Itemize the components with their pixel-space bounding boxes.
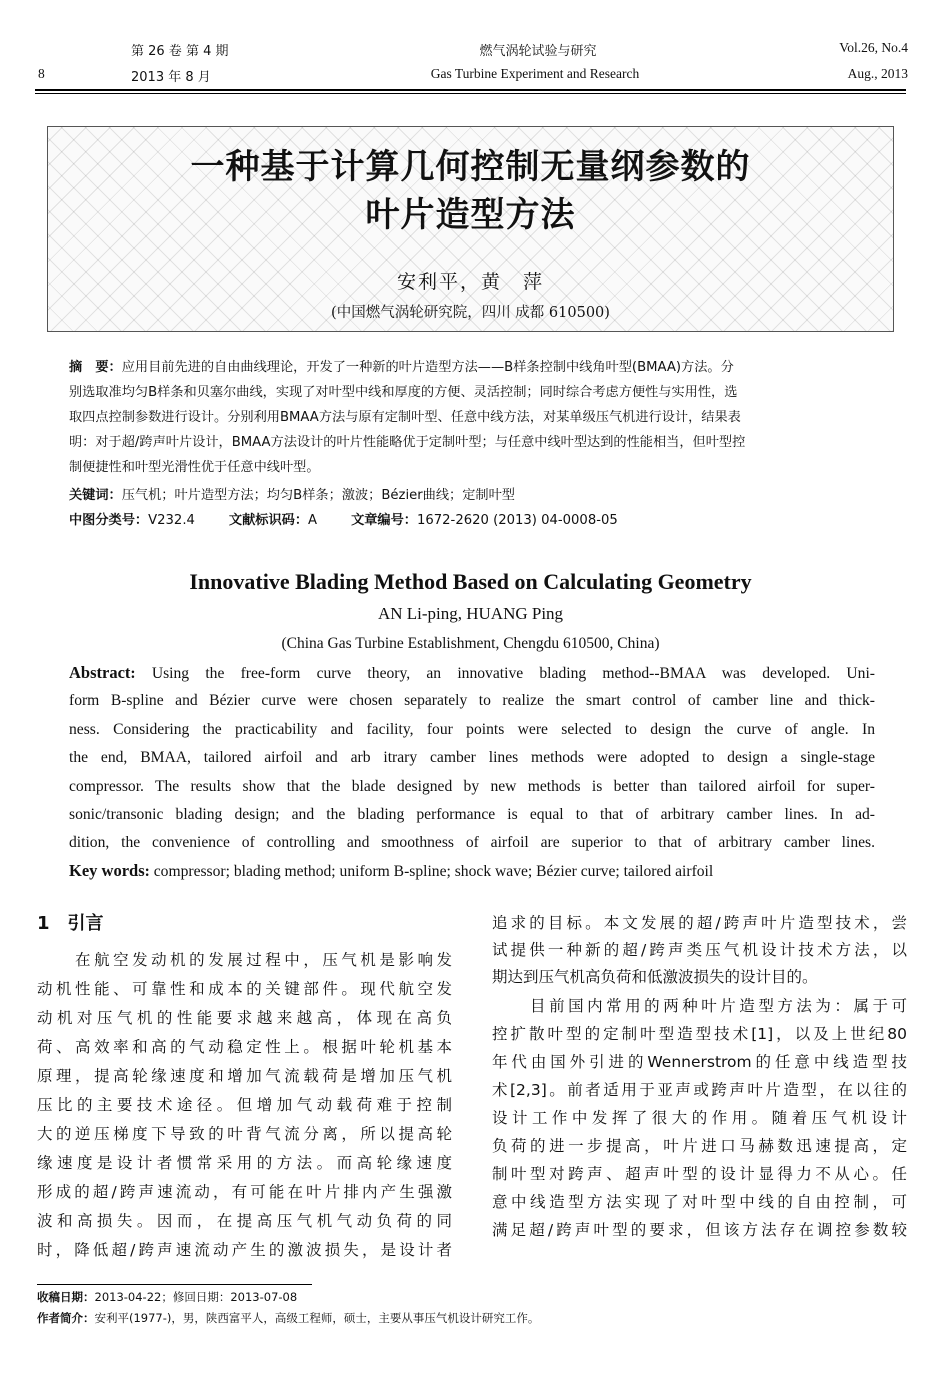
article-number-label: 文章编号： [351,513,417,528]
abstract-en-line: compressor. The results show that the blade designed by new methods is better than tailored airfoil for super- [69,778,875,795]
body-right-line: 试提供一种新的超/跨声类压气机设计技术方法，以 [492,941,907,959]
body-right-line: 术[2,3]。前者适用于亚声或跨声叶片造型，在以往的 [492,1081,907,1099]
footnote-received: 收稿日期：2013-04-22；修回日期：2013-07-08 [37,1290,298,1304]
english-affiliation: (China Gas Turbine Establishment, Chengdu 610500, China) [281,635,660,652]
doc-code-value: A [308,513,318,528]
date-en: Aug., 2013 [847,66,908,81]
affiliation-cn: (中国燃气涡轮研究院，四川 成都 610500) [331,305,610,321]
abstract-en-line: form B-spline and Bézier curve were chosen separately to realize the smart control of camber line and thick- [69,692,875,709]
title-line-1: 一种基于计算几何控制无量纲参数的 [190,147,751,187]
body-right-line: 设计工作中发挥了很大的作用。随着压气机设计 [492,1109,907,1127]
body-right-line: 年代由国外引进的Wennerstrom的任意中线造型技 [492,1053,907,1071]
body-left-line: 形成的超/跨声速流动，有可能在叶片排内产生强激 [37,1183,452,1201]
keywords-en-label: Key words [69,861,145,880]
date-cn: 2013 年 8 月 [131,70,211,85]
body-right-line: 满足超/跨声叶型的要求，但该方法存在调控参数较 [492,1221,907,1239]
abstract-cn-line: 摘 要：应用目前先进的自由曲线理论，开发了一种新的叶片造型方法——B样条控制中线角叶型(BMAA)方法。分 [69,360,734,375]
body-right-line: 追求的目标。本文发展的超/跨声叶片造型技术，尝 [492,914,907,932]
keywords-cn-label: 关键词： [69,488,122,503]
clc-value: V232.4 [148,513,195,528]
footnote-rule [37,1284,312,1285]
volume-cn: 第 26 卷 第 4 期 [131,44,229,59]
abstract-en-line: ness. Considering the practicability and facility, four points were selected to design the curve of angle. In [69,721,875,738]
abstract-cn-line: 制便捷性和叶型光滑性优于任意中线叶型。 [69,460,320,475]
body-right-line: 目前国内常用的两种叶片造型方法为：属于可 [492,997,907,1015]
footnote-author: 作者简介：安利平(1977-)，男，陕西富平人，高级工程师，硕士，主要从事压气机设计研究工作。 [37,1311,540,1325]
keywords-en: Key words: compressor; blading method; uniform B-spline; shock wave; Bézier curve; tailored airfoil [69,861,714,880]
clc-label: 中图分类号： [69,513,149,528]
header-rule-thick [35,89,906,91]
keywords-cn: 关键词：压气机；叶片造型方法；均匀B样条；激波；Bézier曲线；定制叶型 [69,488,515,503]
abstract-en-line: dition, the convenience of controlling and smoothness of airfoil are superior to that of arbitrary camber lines. [69,834,875,851]
abstract-en-label: Abstract [69,663,131,682]
body-right-line: 负荷的进一步提高，叶片进口马赫数迅速提高，定 [492,1137,907,1155]
authors-cn: 安利平，黄 萍 [396,271,544,293]
abstract-en-line: Abstract: Using the free-form curve theory, an innovative blading method--BMAA was developed. Uni- [69,663,875,682]
body-left-line: 时，降低超/跨声速流动产生的激波损失，是设计者 [37,1241,452,1259]
abstract-cn-line: 别选取准均匀B样条和贝塞尔曲线，实现了对叶型中线和厚度的方便、灵活控制；同时综合考虑方便性与实用性，选 [69,385,738,400]
english-title: Innovative Blading Method Based on Calculating Geometry [189,569,752,594]
body-left-line: 波和高损失。因而，在提高压气机气动负荷的同 [37,1212,452,1230]
abstract-cn-line: 明：对于超/跨声叶片设计，BMAA方法设计的叶片性能略优于定制叶型；与任意中线叶型达到的性能相当，但叶型控 [69,435,746,450]
abstract-cn-line: 取四点控制参数进行设计。分别利用BMAA方法与原有定制叶型、任意中线方法，对某单级压气机进行设计，结果表 [69,410,741,425]
abstract-cn-label: 摘 要： [69,360,122,375]
body-right-line: 意中线造型方法实现了对叶型中线的自由控制，可 [492,1193,907,1211]
journal-en: Gas Turbine Experiment and Research [430,66,640,81]
journal-cn: 燃气涡轮试验与研究 [479,44,597,59]
body-left-line: 大的逆压梯度下导致的叶背气流分离，所以提高轮 [37,1125,452,1143]
header-rule-thin [35,93,906,94]
page-number: 8 [38,66,45,81]
body-left-line: 动机对压气机的性能要求越来越高，体现在高负 [37,1009,452,1027]
body-left-line: 原理，提高轮缘速度和增加气流载荷是增加压气机 [37,1067,452,1085]
body-right-line: 期达到压气机高负荷和低激波损失的设计目的。 [492,968,818,986]
body-left-line: 压比的主要技术途径。但增加气动载荷难于控制 [37,1096,452,1114]
section-heading: 1 引言 [37,913,104,934]
body-left-line: 缘速度是设计者惯常采用的方法。而高轮缘速度 [37,1154,452,1172]
title-line-2: 叶片造型方法 [365,195,576,235]
body-left-line: 动机性能、可靠性和成本的关键部件。现代航空发 [37,980,452,998]
body-left-line: 荷、高效率和高的气动稳定性上。根据叶轮机基本 [37,1038,452,1056]
body-left-line: 在航空发动机的发展过程中，压气机是影响发 [37,951,452,969]
volume-en: Vol.26, No.4 [839,40,908,55]
body-right-line: 控扩散叶型的定制叶型造型技术[1]，以及上世纪80 [492,1025,907,1043]
classification-line [69,509,874,533]
article-number-value: 1672-2620 (2013) 04-0008-05 [417,513,618,528]
english-authors: AN Li-ping, HUANG Ping [377,604,564,623]
abstract-en-line: the end, BMAA, tailored airfoil and arb itrary camber lines methods were adopted to design a single-stage [69,749,875,766]
body-right-line: 制叶型对跨声、超声叶型的设计显得力不从心。任 [492,1165,907,1183]
doc-code-label: 文献标识码： [228,513,309,528]
abstract-en-line: sonic/transonic blading design; and the blading performance is equal to that of arbitrary camber lines. In ad- [69,806,875,823]
title-box [47,126,894,332]
